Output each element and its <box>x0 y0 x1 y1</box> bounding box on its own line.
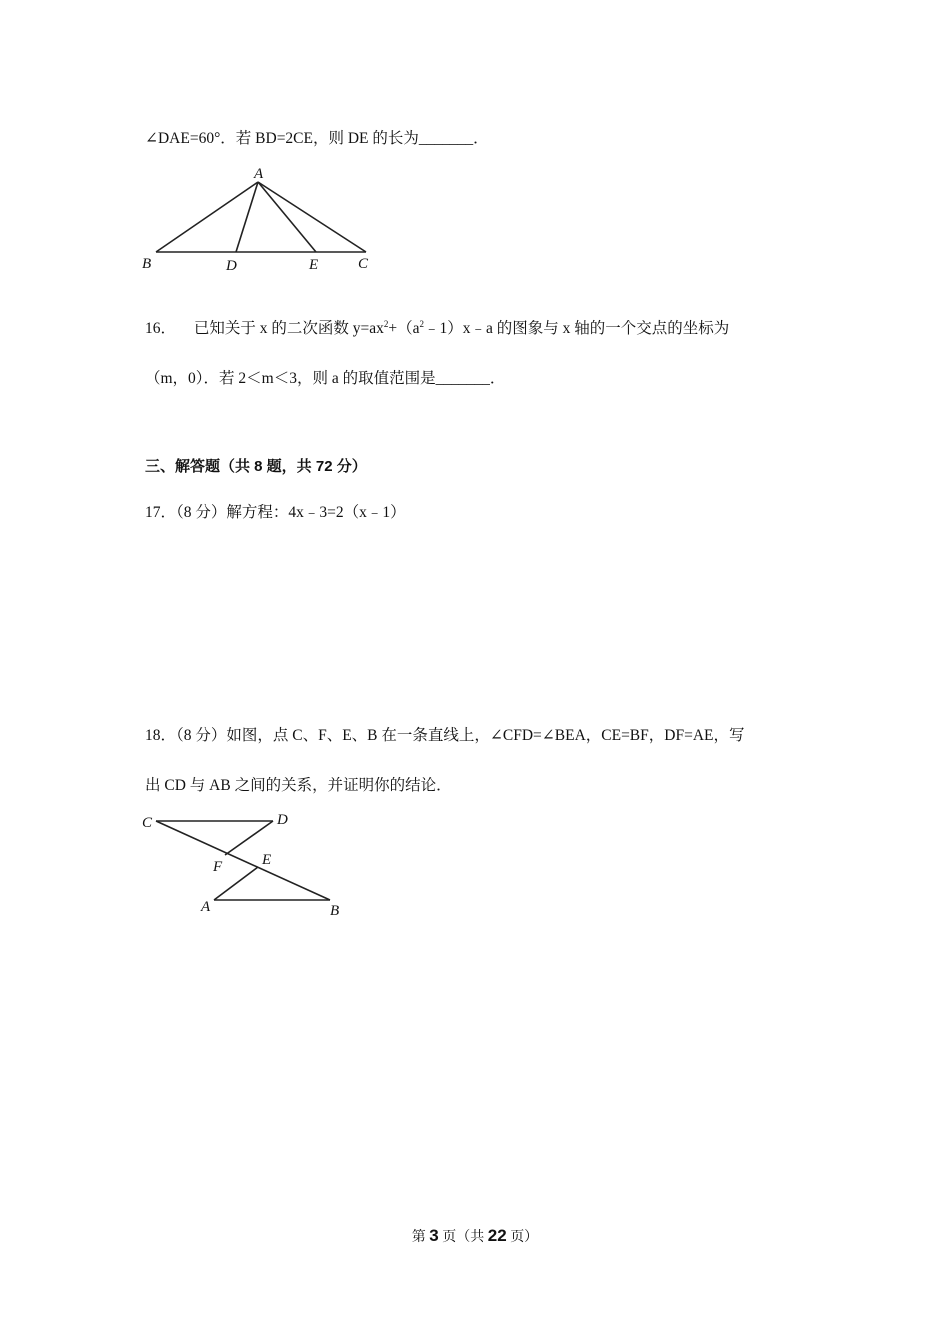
label-F: F <box>213 859 223 875</box>
label-D: D <box>277 812 288 828</box>
label-B: B <box>330 903 340 919</box>
label-E: E <box>262 852 272 868</box>
label-B: B <box>142 256 152 272</box>
q17: 17．（8 分）解方程：4x﹣3=2（x﹣1） <box>145 504 406 521</box>
label-A: A <box>254 166 264 182</box>
q18-line2: 出 CD 与 AB 之间的关系，并证明你的结论． <box>145 777 452 794</box>
triangle-figure <box>138 162 378 274</box>
label-D: D <box>226 258 237 274</box>
label-C: C <box>358 256 369 272</box>
total-pages: 22 <box>487 1226 507 1245</box>
label-A: A <box>201 899 211 915</box>
cd-ab-figure <box>138 808 358 923</box>
label-C: C <box>142 815 153 831</box>
q16-line2: （m，0）．若 2＜m＜3，则 a 的取值范围是_______． <box>145 370 506 387</box>
page-number: 3 <box>429 1226 439 1245</box>
q15-tail: ∠DAE=60°．若 BD=2CE，则 DE 的长为_______． <box>145 130 489 147</box>
page-footer: 第 3 页（共 22 页） <box>411 1226 539 1245</box>
q16-number: 16． <box>145 320 177 337</box>
label-E: E <box>309 257 319 273</box>
q16-line1: 16． 已知关于 x 的二次函数 $y=ax^2+(a^2﹣1)x﹣a$ 的图象与 x 轴的一个交点的坐标为 <box>145 319 730 337</box>
section3-heading: 三、解答题（共 8 题，共 72 分） <box>145 458 367 475</box>
q18-line1: 18．（8 分）如图，点 C、F、E、B 在一条直线上，∠CFD=∠BEA，CE=BF，DF=AE，写 <box>145 727 745 744</box>
